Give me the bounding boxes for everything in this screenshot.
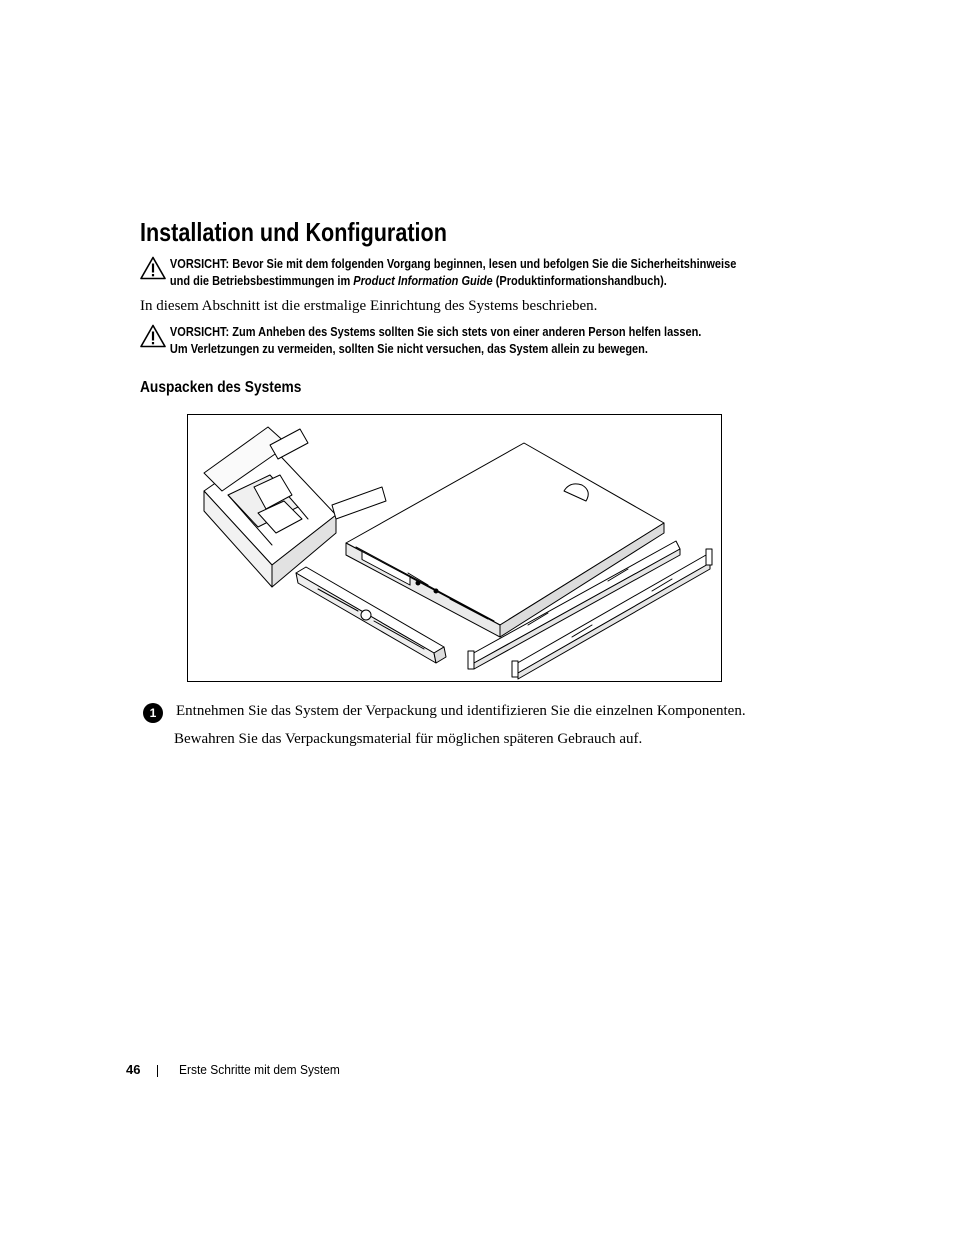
caution-notice-2	[140, 324, 840, 358]
shipping-box-icon	[204, 427, 386, 587]
server-unpacking-illustration-icon	[188, 415, 721, 681]
step-text: Entnehmen Sie das System der Verpackung und identifizieren Sie die einzelnen Komponenten.	[176, 703, 746, 719]
caution-line-1	[140, 256, 756, 273]
step-number-badge: 1	[143, 703, 163, 723]
caution-label: VORSICHT:	[169, 257, 230, 271]
caution-text: (Produktinformationshandbuch).	[492, 274, 667, 288]
caution-label: VORSICHT:	[169, 325, 230, 339]
caution-notice-1	[140, 256, 840, 290]
footer-chapter-title: Erste Schritte mit dem System	[179, 1062, 340, 1077]
footer-separator	[157, 1065, 158, 1077]
page-title: Installation und Konfiguration	[140, 217, 447, 247]
unpacking-figure	[187, 414, 722, 682]
caution-text: und die Betriebsbestimmungen im	[169, 274, 354, 288]
caution-text: Zum Anheben des Systems sollten Sie sich stets von einer anderen Person helfen lassen.	[229, 325, 702, 339]
intro-paragraph: In diesem Abschnitt ist die erstmalige Einrichtung des Systems beschrieben.	[140, 298, 598, 314]
caution-line-2	[140, 273, 756, 290]
step-subtext: Bewahren Sie das Verpackungsmaterial für möglichen späteren Gebrauch auf.	[174, 731, 643, 747]
footer-page-number: 46	[126, 1062, 141, 1077]
caution-text: Bevor Sie mit dem folgenden Vorgang beginnen, lesen und befolgen Sie die Sicherheitshinweise	[229, 257, 737, 271]
caution-line-2: Um Verletzungen zu vermeiden, sollten Sie nicht versuchen, das System allein zu bewegen.	[169, 342, 648, 356]
caution-line-1	[140, 324, 756, 341]
product-guide-title: Product Information Guide	[353, 274, 493, 288]
section-heading: Auspacken des Systems	[140, 379, 302, 396]
